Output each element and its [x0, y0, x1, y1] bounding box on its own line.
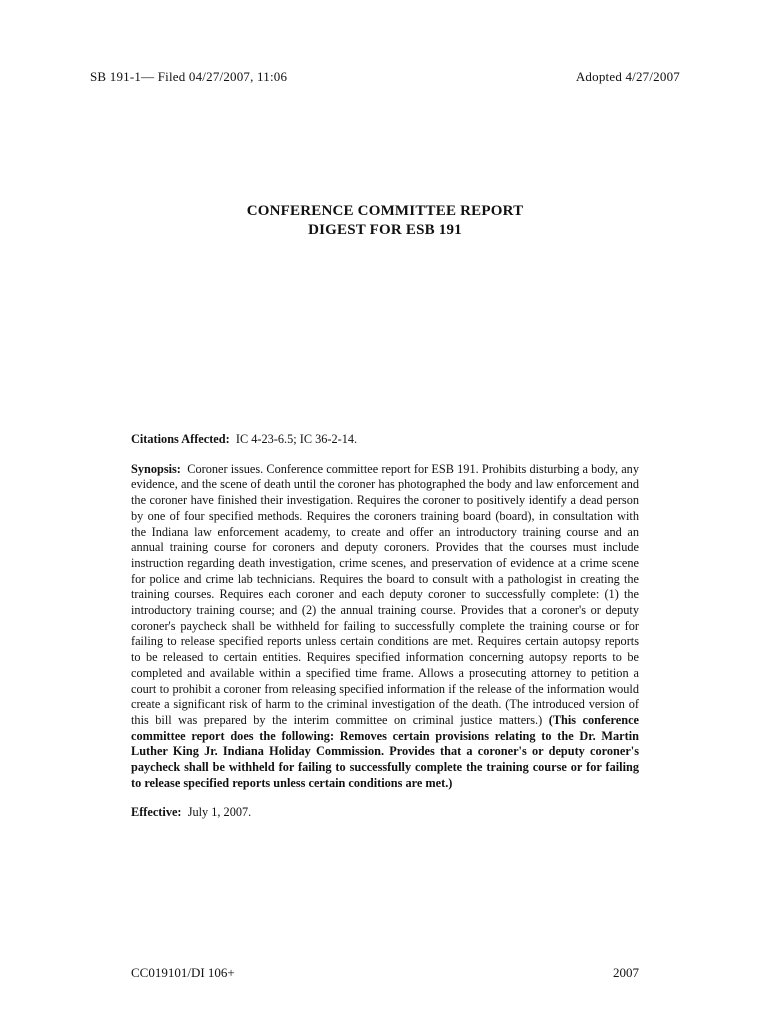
report-body: [131, 432, 639, 835]
synopsis-text: Coroner issues. Conference committee report for ESB 191. Prohibits disturbing a body, any evidence, and the scene of death until the coroner has photographed the body and law enforcement and the coroner have finished their investigation. Requires the coroner to positively identify a dead person by one of four specified methods. Requires the coroners training board (board), in consultation with the Indiana law enforcement academy, to create and offer an introductory training course and an annual training course for coroners and deputy coroners. Provides that the courses must include instruction regarding death investigation, crime scenes, and preservation of evidence at a crime scene for police and crime lab technicians. Requires the board to consult with a pathologist in creating the training courses. Requires each coroner and each deputy coroner to successfully complete: (1) the introductory training course; and (2) the annual training course. Provides that a coroner's or deputy coroner's paycheck shall be withheld for failing to successfully complete the training course or for failing to release specified reports unless certain conditions are met. Requires certain autopsy reports to be released to certain entities. Requires specified information concerning autopsy reports to be completed and available within a specified time frame. Allows a prosecuting attorney to petition a court to prohibit a coroner from releasing specified information if the release of the information would create a significant risk of harm to the criminal investigation of the death. (The introduced version of this bill was prepared by the interim committee on criminal justice matters.): [131, 461, 639, 727]
synopsis-paragraph: [131, 462, 639, 792]
title-line-1: CONFERENCE COMMITTEE REPORT: [246, 203, 524, 219]
document-year: 2007: [613, 965, 639, 980]
effective-paragraph: [131, 805, 639, 821]
effective-label: Effective:: [131, 805, 182, 820]
effective-text: July 1, 2007.: [187, 805, 252, 820]
citations-text: IC 4-23-6.5; IC 36-2-14.: [235, 432, 358, 446]
filing-info: SB 191-1— Filed 04/27/2007, 11:06: [90, 69, 288, 84]
adoption-date: Adopted 4/27/2007: [575, 69, 680, 84]
synopsis-label: Synopsis:: [131, 461, 181, 476]
citations-label: Citations Affected:: [131, 432, 230, 446]
title-line-2: DIGEST FOR ESB 191: [308, 222, 462, 238]
synopsis-bold-text: (This conference committee report does the following: Removes certain provisions relating to the Dr. Martin Luther King Jr. Indiana Holiday Commission. Provides that a coroner's or deputy coroner's paycheck shall be withheld for failing to successfully complete the training course or for failing to release specified reports unless certain conditions are met.): [131, 712, 639, 790]
report-title: [0, 202, 770, 240]
citations-paragraph: [131, 432, 639, 448]
document-code: CC019101/DI 106+: [131, 965, 235, 980]
